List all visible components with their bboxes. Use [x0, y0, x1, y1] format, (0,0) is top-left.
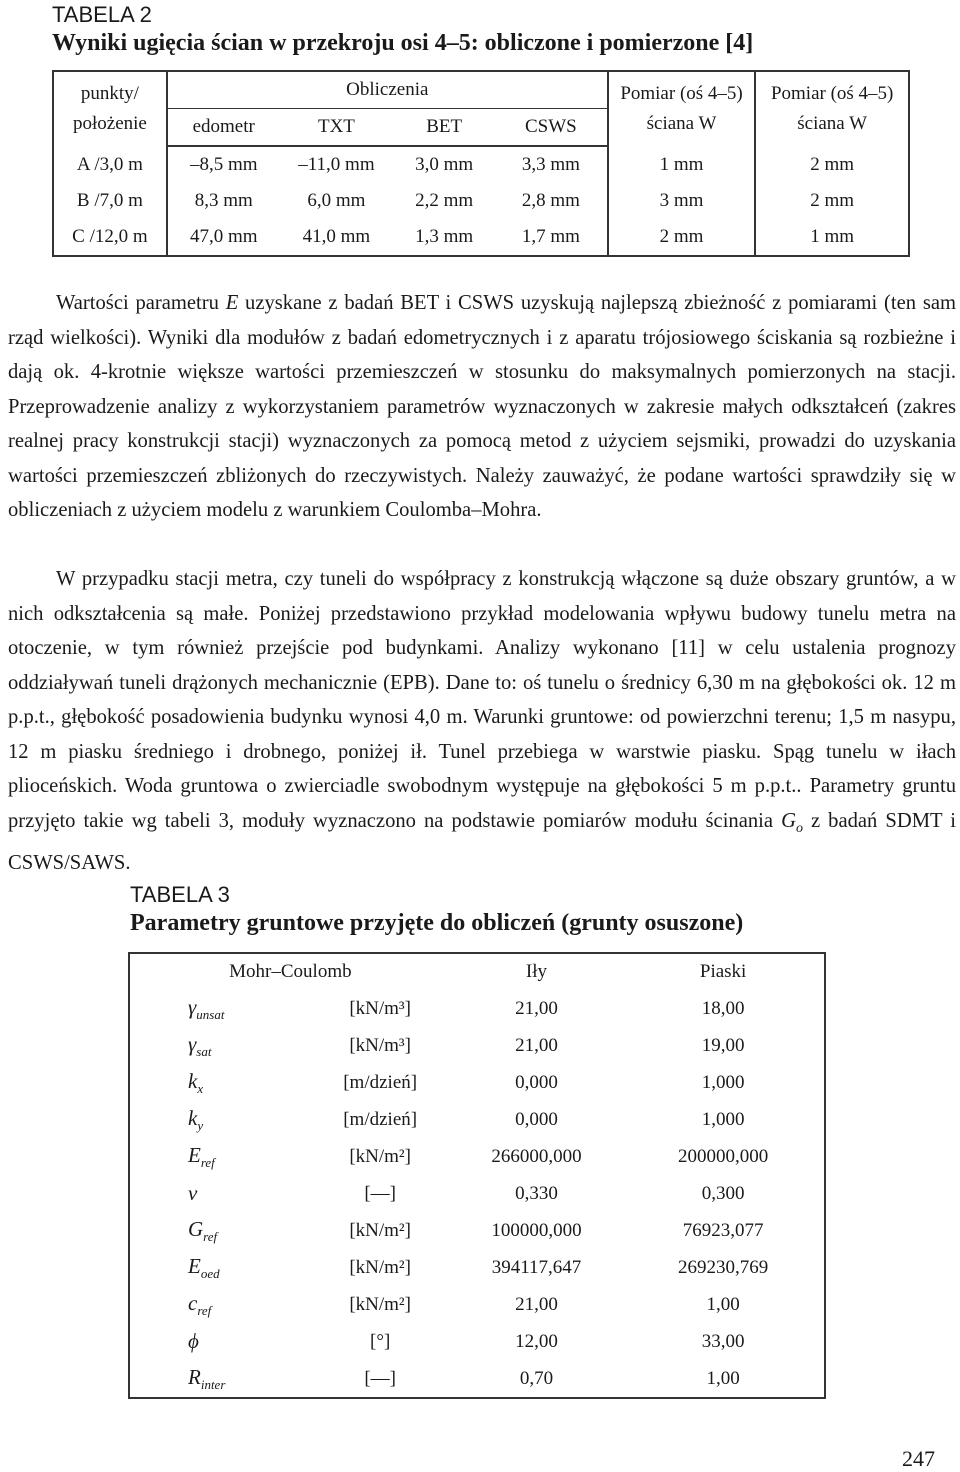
cell: B /7,0 m [53, 183, 167, 219]
paragraph-1 [8, 286, 956, 528]
cell: 3,0 mm [415, 154, 474, 175]
cell: 2,8 mm [495, 183, 608, 219]
symbol-subscript: sat [196, 1043, 212, 1059]
header-pomiar-2-line2: ściana W [797, 113, 868, 134]
value-piaski: 200000,000 [677, 1145, 769, 1167]
cell: 41,0 mm [302, 226, 371, 247]
value-ily: 0,000 [515, 1108, 558, 1130]
param-unit: [kN/m²] [349, 1293, 411, 1315]
header-pomiar-1 [608, 71, 756, 146]
paragraph-2 [8, 562, 956, 881]
header-txt: TXT [280, 109, 394, 147]
cell: A /3,0 m [53, 146, 167, 183]
cell: 2 mm [608, 219, 756, 256]
cell: 1,7 mm [495, 219, 608, 256]
param-symbol [129, 1323, 310, 1360]
param-symbol [129, 1138, 310, 1175]
table-row [53, 183, 909, 219]
param-unit: [m/dzień] [343, 1108, 418, 1130]
paragraph-1-rest: uzyskane z badań BET i CSWS uzyskują najlepszą zbieżność z pomiarami (ten sam rząd wielkości). Wyniki dla modułów z badań edometrycznych i z aparatu trójosiowego ściskania są rozbieżne i dają ok. 4-krotnie większe wartości przemieszczeń w stosunku do maksymalnych pomierzonych na stacji. Przeprowadzenie analizy z wykorzystaniem parametrów wyznaczonych w zakresie małych odkształceń (zakres realnej pracy konstrukcji stacji) wyznaczonych za pomocą metod z użyciem sejsmiki, prowadzi do uzyskania wartości przemieszczeń zbliżonych do rzeczywistych. Należy zauważyć, że podane wartości sprawdziły się w obliczeniach z użyciem modelu z warunkiem Coulomba–Mohra. [8, 292, 956, 521]
header-pomiar-1-line2: ściana W [646, 113, 717, 134]
header-ily: Iły [525, 961, 548, 982]
header-mohr-coulomb: Mohr–Coulomb [229, 961, 352, 982]
param-symbol [129, 1212, 310, 1249]
param-unit: [kN/m²] [349, 1145, 411, 1167]
value-ily: 266000,000 [491, 1145, 582, 1167]
table3-label: TABELA 3 [130, 882, 230, 907]
table-row [129, 1360, 825, 1398]
cell: –11,0 mm [298, 154, 375, 175]
table-row [53, 219, 909, 256]
page-number: 247 [902, 1446, 935, 1471]
value-ily: 12,00 [515, 1330, 558, 1352]
table2-title: Wyniki ugięcia ścian w przekroju osi 4–5: obliczone i pomierzone [4] [52, 30, 754, 56]
param-unit: [kN/m²] [349, 1219, 411, 1241]
header-obliczenia: Obliczenia [167, 71, 608, 109]
value-ily: 100000,000 [491, 1219, 582, 1241]
param-unit: [kN/m²] [349, 1256, 411, 1278]
param-unit: [—] [364, 1367, 396, 1389]
header-pomiar-1-line1: Pomiar (oś 4–5) [620, 83, 743, 104]
header-points-line2: położenie [72, 113, 147, 134]
symbol-main: E [188, 1142, 201, 1167]
cell: 47,0 mm [189, 226, 258, 247]
cell: 2 mm [755, 183, 909, 219]
value-ily: 21,00 [515, 1034, 558, 1056]
table-row [129, 1138, 825, 1175]
symbol-subscript: ref [203, 1228, 218, 1244]
param-unit: [kN/m³] [349, 997, 411, 1019]
param-symbol [129, 1175, 310, 1212]
cell: 3,3 mm [495, 146, 608, 183]
paragraph-2-start: W przypadku stacji metra, czy tuneli do współpracy z konstrukcją włączone są duże obszary gruntów, a w nich odkształcenia są małe. Poniżej przedstawiono przykład modelowania wpływu budowy tunelu metra na otoczenie, w tym również przejście pod budynkami. Analizy wykonano [11] w celu ustalenia prognozy oddziaływań tuneli drążonych mechanicznie (EPB). Dane to: oś tunelu o średnicy 6,30 m na głębokości ok. 12 m p.p.t., głębokość posadowienia budynku wynosi 4,0 m. Warunki gruntowe: od powierzchni terenu; 1,5 m nasypu, 12 m piasku średniego i drobnego, poniżej ił. Tunel przebiega w warstwie piasku. Spąg tunelu w iłach plioceńskich. Woda gruntowa o zwierciadle swobodnym występuje na głębokości 5 m p.p.t.. Parametry gruntu przyjęto takie wg tabeli 3, moduły wyznaczono na podstawie pomiarów modułu ścinania [8, 568, 956, 832]
symbol-subscript: oed [200, 1265, 220, 1281]
param-symbol [129, 1360, 310, 1398]
paragraph-2-end: z badań SDMT i CSWS/SAWS. [8, 809, 956, 875]
symbol-main: γ [188, 994, 197, 1019]
symbol-main: γ [188, 1031, 197, 1056]
header-edometr: edometr [167, 109, 280, 147]
value-piaski: 1,000 [701, 1071, 745, 1093]
value-piaski: 19,00 [701, 1034, 745, 1056]
symbol-subscript: y [197, 1117, 204, 1133]
table2-label: TABELA 2 [52, 2, 152, 27]
param-g-sub: o [795, 820, 803, 836]
value-ily: 21,00 [515, 997, 558, 1019]
value-piaski: 0,300 [701, 1182, 745, 1204]
cell: 1 mm [608, 146, 756, 183]
paragraph-1-start: Wartości parametru [56, 292, 226, 314]
symbol-main: ϕ [188, 1329, 199, 1353]
param-unit: [kN/m³] [349, 1034, 411, 1056]
value-piaski: 1,00 [706, 1367, 740, 1389]
param-symbol [129, 990, 310, 1027]
table2 [52, 70, 910, 257]
value-piaski: 1,000 [701, 1108, 745, 1130]
param-symbol [129, 1027, 310, 1064]
symbol-subscript: x [197, 1080, 204, 1096]
param-g: G [781, 809, 796, 832]
table3-header-row [129, 953, 825, 990]
cell: 2,2 mm [415, 190, 474, 211]
param-symbol [129, 1286, 310, 1323]
cell: 3 mm [608, 183, 756, 219]
table3-title: Parametry gruntowe przyjęte do obliczeń (grunty osuszone) [130, 910, 744, 936]
table-row [53, 146, 909, 183]
table-row [129, 1286, 825, 1323]
value-piaski: 18,00 [701, 997, 745, 1019]
symbol-main: k [188, 1105, 198, 1130]
table-row [129, 1064, 825, 1101]
table-row [129, 1249, 825, 1286]
symbol-subscript: ref [197, 1302, 212, 1318]
symbol-main: k [188, 1068, 198, 1093]
param-unit: [—] [364, 1182, 396, 1204]
param-symbol [129, 1064, 310, 1101]
table-row [129, 1175, 825, 1212]
table-row [129, 1323, 825, 1360]
header-bet: BET [393, 109, 495, 147]
symbol-main: v [188, 1181, 198, 1205]
header-pomiar-2-line1: Pomiar (oś 4–5) [770, 83, 894, 104]
param-unit: [m/dzień] [343, 1071, 418, 1093]
symbol-main: G [188, 1216, 204, 1241]
symbol-main: c [188, 1290, 198, 1315]
value-ily: 0,330 [515, 1182, 558, 1204]
param-unit: [°] [370, 1330, 391, 1352]
header-points-line1: punkty/ [80, 83, 139, 104]
param-e: E [225, 292, 239, 314]
header-csws: CSWS [495, 109, 608, 147]
param-symbol [129, 1249, 310, 1286]
symbol-main: E [188, 1253, 201, 1278]
cell: 2 mm [755, 146, 909, 183]
header-piaski: Piaski [699, 961, 747, 982]
value-piaski: 269230,769 [677, 1256, 769, 1278]
cell: –8,5 mm [189, 154, 258, 175]
table-row [129, 1212, 825, 1249]
table-row [129, 1101, 825, 1138]
symbol-main: R [188, 1364, 201, 1389]
value-ily: 0,70 [519, 1367, 554, 1389]
param-symbol [129, 1101, 310, 1138]
table-row [129, 990, 825, 1027]
symbol-subscript: ref [200, 1154, 215, 1170]
cell: C /12,0 m [53, 219, 167, 256]
value-ily: 394117,647 [491, 1256, 582, 1278]
header-points [53, 71, 167, 146]
value-piaski: 76923,077 [682, 1219, 764, 1241]
table3 [128, 952, 826, 1399]
cell: 6,0 mm [307, 190, 366, 211]
table-row [129, 1027, 825, 1064]
symbol-subscript: unsat [196, 1006, 225, 1022]
header-pomiar-2 [755, 71, 909, 146]
cell: 1 mm [755, 219, 909, 256]
cell: 1,3 mm [415, 226, 474, 247]
value-ily: 0,000 [515, 1071, 558, 1093]
value-piaski: 33,00 [701, 1330, 745, 1352]
value-ily: 21,00 [515, 1293, 558, 1315]
cell: 8,3 mm [194, 190, 253, 211]
symbol-subscript: inter [200, 1376, 226, 1392]
value-piaski: 1,00 [706, 1293, 740, 1315]
